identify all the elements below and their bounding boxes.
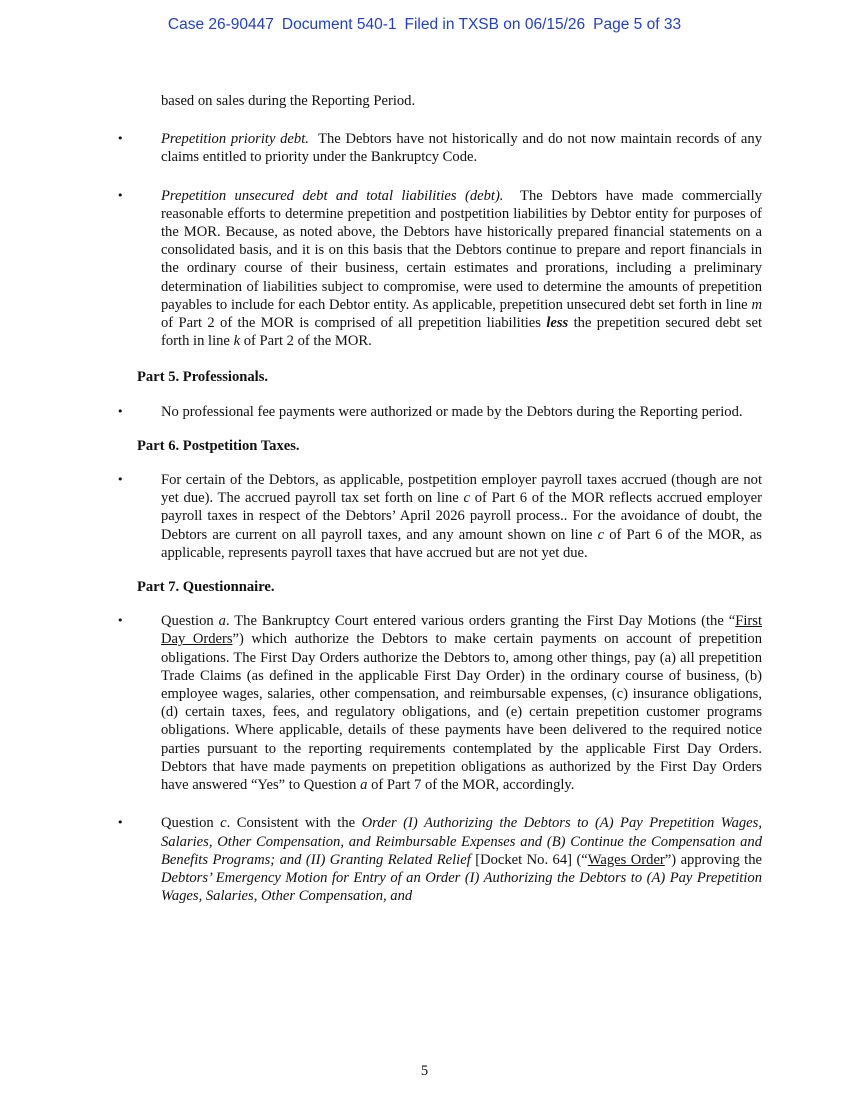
bullet-question-a — [117, 612, 762, 794]
bullet-icon: • — [117, 816, 124, 830]
priority-debt-text: The Debtors have not historically and do not now maintain records of any claims entitled to priority under the Bankruptcy Code. — [161, 131, 762, 166]
heading-part-7: Part 7. Questionnaire. — [137, 579, 275, 596]
case-number: Case 26-90447 — [167, 16, 274, 33]
bullet-postpetition-taxes — [117, 471, 762, 562]
unsecured-text-1: The Debtors have made commercially reasonable efforts to determine prepetition and postpetition liabilities by Debtor entity for purposes of the MOR. Because, as noted above, the Debtors have historically prepared financial statements on a consolidated basis, and it is on this basis that the Debtors continue to prepare and report financials in the ordinary course of their business, certain estimates and prorations, including a preliminary determination of liabilities subject to compromise, were used to determine the amounts of prepetition payables to include for each Debtor entity. As applicable, prepetition unsecured debt set forth in line — [161, 187, 762, 313]
page-count: Page 5 of 33 — [593, 16, 682, 33]
bullet-icon: • — [117, 132, 124, 146]
question-c-text-2: ”) approving the — [664, 851, 763, 868]
question-letter: a — [218, 613, 226, 630]
term-priority-debt: Prepetition priority debt. — [161, 131, 309, 148]
bullet-icon: • — [117, 188, 124, 202]
court-filing-header — [0, 16, 849, 34]
bullet-unsecured-debt — [117, 187, 763, 351]
professionals-text: No professional fee payments were authorized or made by the Debtors during the Reporting period. — [161, 403, 743, 420]
document-number: Document 540-1 — [281, 16, 397, 33]
line-k: k — [233, 333, 241, 350]
wages-order-title: Order (I) Authorizing the Debtors to (A) Pay Prepetition Wages, Salaries, Other Compensation, and Reimbursable Expenses and (B) Continue the Compensation and Benefits Programs; and (II) Granting Related Relief — [161, 815, 762, 868]
emergency-motion-title: Debtors’ Emergency Motion for Entry of an Order (I) Authorizing the Debtors to (A) Pay Prepetition Wages, Salaries, Other Compensation, and — [161, 869, 762, 905]
unsecured-text-3: the prepetition secured debt set forth in line — [161, 315, 763, 350]
bullet-professionals — [117, 403, 762, 421]
bullet-icon: • — [117, 473, 124, 487]
line-c: c — [463, 490, 470, 507]
taxes-text-1: For certain of the Debtors, as applicable, postpetition employer payroll taxes accrued (though are not yet due). The accrued payroll tax set forth on line — [161, 472, 762, 507]
unsecured-text-4: of Part 2 of the MOR. — [243, 333, 372, 350]
emphasis-less: less — [546, 315, 569, 332]
document-body — [0, 92, 849, 905]
taxes-text-2: of Part 6 of the MOR reflects accrued employer payroll taxes in respect of the Debtors’ April 2026 payroll process.. For the avoidance of doubt, the Debtors are current on all payroll taxes, and any amount shown on line — [161, 490, 762, 543]
bullet-priority-debt — [117, 130, 762, 166]
question-a-text-2: ”) which authorize the Debtors to make certain payments on account of prepetition obligations. The First Day Orders authorize the Debtors to, among other things, pay (a) all prepetition Trade Claims (as defined in the applicable First Day Order) in the ordinary course of business, (b) employee wages, salaries, other compensation, and reimbursable expenses, (c) insurance obligations, (d) certain taxes, fees, and regulatory obligations, and (e) certain prepetition customer programs obligations. Where applicable, details of these payments have been delivered to the required notice parties pursuant to the reporting requirements contemplated by the applicable First Day Orders. Debtors that have made payments on prepetition obligations as authorized by the First Day Orders have answered “Yes” to Question — [161, 631, 762, 794]
question-c-text-1: . Consistent with the — [226, 815, 356, 832]
unsecured-text-2: of Part 2 of the MOR is comprised of all prepetition liabilities — [161, 315, 541, 332]
question-label: Question — [161, 815, 214, 832]
line-m: m — [751, 296, 763, 313]
docket-reference: [Docket No. 64] (“ — [475, 851, 588, 868]
heading-part-5: Part 5. Professionals. — [137, 369, 269, 386]
defined-term-first-day-orders: First Day Orders — [161, 613, 762, 648]
defined-term-wages-order: Wages Order — [587, 851, 665, 868]
question-letter: c — [220, 815, 227, 832]
filed-date: Filed in TXSB on 06/15/26 — [404, 16, 586, 33]
continuation-text: based on sales during the Reporting Period. — [161, 93, 416, 109]
taxes-text-3: of Part 6 of the MOR, as applicable, represents payroll taxes that have accrued but are not yet due. — [161, 526, 762, 561]
line-c: c — [597, 526, 605, 543]
bullet-icon: • — [117, 614, 124, 628]
question-label: Question — [161, 613, 214, 630]
question-a-text-1: . The Bankruptcy Court entered various orders granting the First Day Motions (the “ — [225, 613, 736, 630]
page-number: 5 — [420, 1063, 429, 1079]
term-unsecured-debt: Prepetition unsecured debt and total liabilities (debt). — [161, 187, 504, 204]
heading-part-6: Part 6. Postpetition Taxes. — [137, 437, 300, 454]
question-letter: a — [360, 777, 368, 794]
bullet-question-c — [117, 814, 763, 905]
question-a-text-3: of Part 7 of the MOR, accordingly. — [371, 777, 575, 794]
bullet-icon: • — [117, 404, 124, 418]
